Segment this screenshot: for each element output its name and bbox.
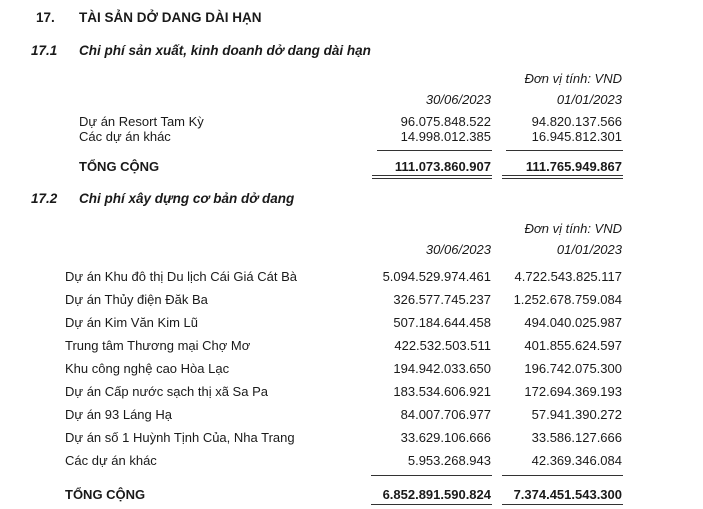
sub1-col2-header: 01/01/2023 (556, 92, 622, 107)
sub2-total-value-2: 7.374.451.543.300 (513, 487, 622, 502)
sub1-row-value-2: 16.945.812.301 (531, 129, 622, 144)
sub2-row-value-2: 4.722.543.825.117 (514, 269, 622, 284)
sub2-row-value-1: 422.532.503.511 (394, 338, 491, 353)
sub2-row-label: Các dự án khác (65, 453, 157, 468)
sub2-row-label: Dự án 93 Láng Hạ (65, 407, 172, 422)
sub1-row-label: Dự án Resort Tam Kỳ (79, 114, 204, 129)
section-title: TÀI SẢN DỞ DANG DÀI HẠN (79, 10, 262, 25)
sub1-subtotal-line-1 (377, 150, 492, 151)
sub2-subtotal-line-2 (502, 475, 623, 476)
sub2-row-value-1: 5.953.268.943 (407, 453, 491, 468)
sub1-total-value-2: 111.765.949.867 (525, 159, 622, 174)
sub1-total-double-line-2 (502, 175, 623, 176)
sub2-row-value-2: 33.586.127.666 (531, 430, 622, 445)
sub2-row-value-2: 494.040.025.987 (524, 315, 622, 330)
sub2-row-value-2: 1.252.678.759.084 (513, 292, 622, 307)
sub2-total-label: TỔNG CỘNG (65, 487, 146, 502)
sub2-row-value-2: 57.941.390.272 (531, 407, 622, 422)
sub1-total-double-line-1b (372, 178, 492, 179)
sub2-row-value-2: 42.369.346.084 (531, 453, 622, 468)
sub2-row-value-1: 507.184.644.458 (393, 315, 491, 330)
sub2-row-label: Dự án số 1 Huỳnh Tịnh Của, Nha Trang (65, 430, 295, 445)
sub1-total-label: TỔNG CỘNG (79, 159, 160, 174)
sub2-total-value-1: 6.852.891.590.824 (382, 487, 491, 502)
sub1-col1-header: 30/06/2023 (425, 92, 491, 107)
sub2-row-value-2: 172.694.369.193 (524, 384, 622, 399)
section-number: 17. (36, 10, 55, 25)
sub2-row-label: Dự án Kim Văn Kim Lũ (65, 315, 198, 330)
sub2-row-label: Dự án Cấp nước sạch thị xã Sa Pa (65, 384, 268, 399)
sub1-total-double-line-1 (372, 175, 492, 176)
sub2-row-label: Trung tâm Thương mại Chợ Mơ (65, 338, 251, 353)
sub2-row-value-2: 401.855.624.597 (524, 338, 622, 353)
sub1-subtotal-line-2 (506, 150, 623, 151)
sub2-number: 17.2 (31, 191, 58, 206)
sub2-row-value-2: 196.742.075.300 (524, 361, 622, 376)
sub2-row-value-1: 183.534.606.921 (393, 384, 491, 399)
sub2-total-double-line-1 (371, 504, 492, 505)
sub2-title: Chi phí xây dựng cơ bản dở dang (79, 191, 295, 206)
sub1-unit-note: Đơn vị tính: VND (524, 71, 622, 86)
sub2-subtotal-line-1 (371, 475, 492, 476)
sub2-row-value-1: 33.629.106.666 (400, 430, 491, 445)
sub2-row-value-1: 194.942.033.650 (393, 361, 491, 376)
sub2-col1-header: 30/06/2023 (425, 242, 491, 257)
sub1-row-value-1: 96.075.848.522 (400, 114, 491, 129)
sub2-row-value-1: 326.577.745.237 (393, 292, 491, 307)
sub2-row-label: Khu công nghệ cao Hòa Lạc (65, 361, 230, 376)
sub1-row-value-1: 14.998.012.385 (400, 129, 491, 144)
sub2-row-value-1: 5.094.529.974.461 (382, 269, 491, 284)
sub2-row-label: Dự án Khu đô thị Du lịch Cái Giá Cát Bà (65, 269, 297, 284)
sub1-title: Chi phí sản xuất, kinh doanh dở dang dài hạn (79, 43, 371, 58)
sub2-col2-header: 01/01/2023 (556, 242, 622, 257)
sub1-total-double-line-2b (502, 178, 623, 179)
sub1-row-value-2: 94.820.137.566 (531, 114, 622, 129)
sub2-row-label: Dự án Thủy điện Đăk Ba (65, 292, 208, 307)
sub1-row-label: Các dự án khác (79, 129, 171, 144)
sub2-row-value-1: 84.007.706.977 (400, 407, 491, 422)
sub2-total-double-line-2 (502, 504, 623, 505)
sub1-total-value-1: 111.073.860.907 (394, 159, 491, 174)
sub2-unit-note: Đơn vị tính: VND (524, 221, 622, 236)
sub1-number: 17.1 (31, 43, 58, 58)
